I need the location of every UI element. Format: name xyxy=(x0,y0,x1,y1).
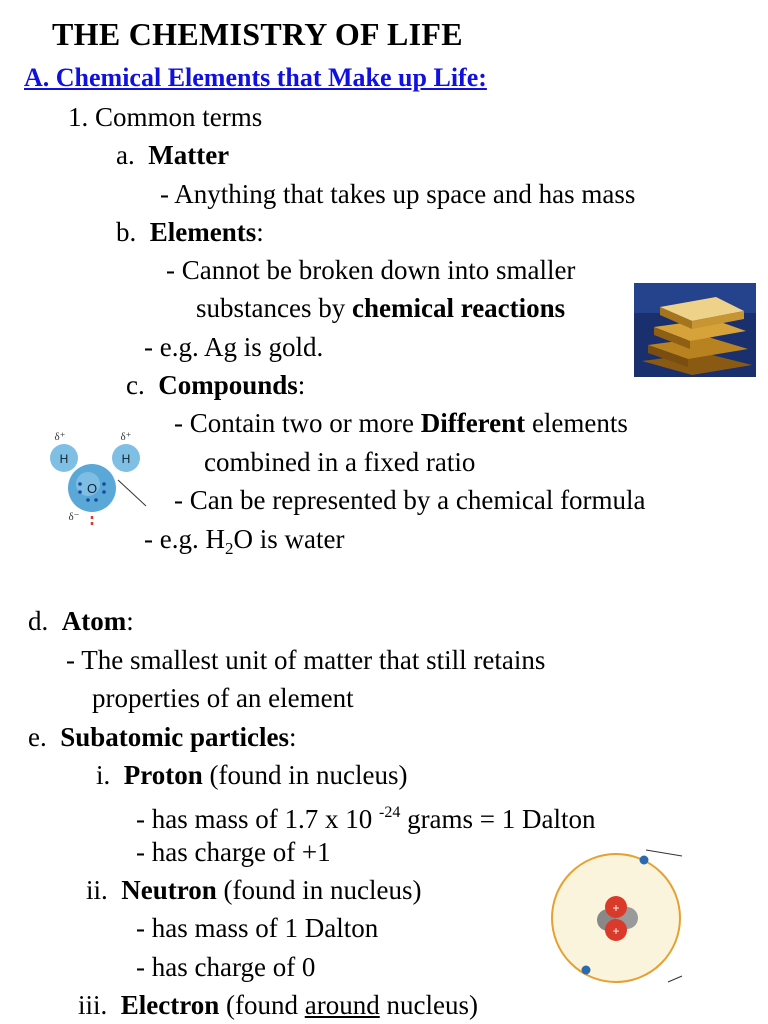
neutron-charge: - has charge of 0 xyxy=(136,952,316,982)
proton-plus-label: + xyxy=(612,924,620,938)
lone-pair-dot xyxy=(102,482,106,486)
electron-pointer-top xyxy=(646,850,682,856)
electron-particle xyxy=(582,966,591,975)
page-title: THE CHEMISTRY OF LIFE xyxy=(52,16,463,52)
elements-term: Elements xyxy=(149,217,257,247)
matter-definition: - Anything that takes up space and has mass xyxy=(160,179,636,209)
elements-example: - e.g. Ag is gold. xyxy=(144,332,324,362)
marker-c: c. xyxy=(126,370,145,400)
elements-def-2a: substances by xyxy=(196,293,352,323)
compounds-def-2: combined in a fixed ratio xyxy=(204,447,476,477)
marker-i: i. xyxy=(96,760,111,790)
atom-def-2: properties of an element xyxy=(92,683,354,713)
oxygen-label: O xyxy=(86,481,98,496)
elements-def-1: - Cannot be broken down into smaller xyxy=(166,255,576,285)
electron-term: Electron xyxy=(120,990,220,1020)
compounds-example-sub: 2 xyxy=(224,539,234,558)
water-pointer-line xyxy=(118,480,146,506)
lone-pair-dot xyxy=(102,490,106,494)
item-common-terms: 1. Common terms xyxy=(68,102,263,132)
compounds-def-3: - Can be represented by a chemical formula xyxy=(174,485,646,515)
electron-location-a: (found xyxy=(219,990,305,1020)
delta-minus: δ⁻ xyxy=(68,511,80,523)
term-compounds xyxy=(126,369,305,401)
neutron-term: Neutron xyxy=(121,875,217,905)
term-proton xyxy=(96,759,407,791)
term-atom xyxy=(28,605,134,637)
delta-plus-right: δ⁺ xyxy=(120,431,132,443)
delta-plus-left: δ⁺ xyxy=(54,431,66,443)
neutron-location: (found in nucleus) xyxy=(216,875,422,905)
proton-plus-label: + xyxy=(612,901,620,915)
term-matter xyxy=(116,139,229,171)
lone-pair-dot xyxy=(78,482,82,486)
term-electron xyxy=(78,989,478,1021)
compounds-example-b: O is water xyxy=(233,524,345,554)
elements-def-2 xyxy=(196,292,565,324)
atom-def-1: - The smallest unit of matter that still retains xyxy=(66,645,546,675)
atom-term: Atom xyxy=(61,606,127,636)
proton-mass-a: - has mass of 1.7 x 10 xyxy=(136,804,379,834)
compounds-term: Compounds xyxy=(158,370,298,400)
term-subatomic xyxy=(28,721,297,753)
hydrogen-left-label: H xyxy=(59,452,69,466)
proton-mass-exponent: -24 xyxy=(378,804,401,821)
elements-colon: : xyxy=(256,217,264,247)
lone-pair-dot xyxy=(78,490,82,494)
lone-pair-dot xyxy=(86,498,90,502)
section-heading: A. Chemical Elements that Make up Life: xyxy=(24,63,487,92)
electron-pointer-bottom xyxy=(668,976,682,982)
marker-e: e. xyxy=(28,722,47,752)
atom-colon: : xyxy=(126,606,134,636)
compounds-def-1 xyxy=(174,407,628,439)
proton-location: (found in nucleus) xyxy=(202,760,408,790)
proton-mass xyxy=(136,797,596,835)
proton-term: Proton xyxy=(123,760,203,790)
subatomic-colon: : xyxy=(288,722,297,752)
atom-model-image xyxy=(548,836,688,986)
compounds-example-a: - e.g. H xyxy=(144,524,225,554)
marker-ii: ii. xyxy=(86,875,108,905)
matter-term: Matter xyxy=(148,140,230,170)
compounds-def-1c: elements xyxy=(525,408,628,438)
subatomic-term: Subatomic particles xyxy=(60,722,289,752)
marker-iii: iii. xyxy=(78,990,108,1020)
term-elements xyxy=(116,216,264,248)
elements-def-2b: chemical reactions xyxy=(351,293,566,323)
gold-bars-image xyxy=(634,283,756,377)
marker-a: a. xyxy=(116,140,135,170)
term-neutron xyxy=(86,874,421,906)
proton-charge: - has charge of +1 xyxy=(136,837,331,867)
lone-pair-dot xyxy=(94,498,98,502)
compounds-colon: : xyxy=(297,370,306,400)
water-molecule-image xyxy=(40,428,160,533)
marker-b: b. xyxy=(116,217,137,247)
compounds-example xyxy=(144,523,344,565)
proton-mass-b: grams = 1 Dalton xyxy=(400,804,596,834)
marker-d: d. xyxy=(28,606,49,636)
hydrogen-right-label: H xyxy=(121,452,131,466)
electron-location-around: around xyxy=(304,990,380,1020)
electron-particle xyxy=(640,856,649,865)
compounds-def-1b: Different xyxy=(420,408,526,438)
compounds-def-1a: - Contain two or more xyxy=(174,408,421,438)
neutron-mass: - has mass of 1 Dalton xyxy=(136,913,379,943)
electron-location-b: nucleus) xyxy=(379,990,478,1020)
